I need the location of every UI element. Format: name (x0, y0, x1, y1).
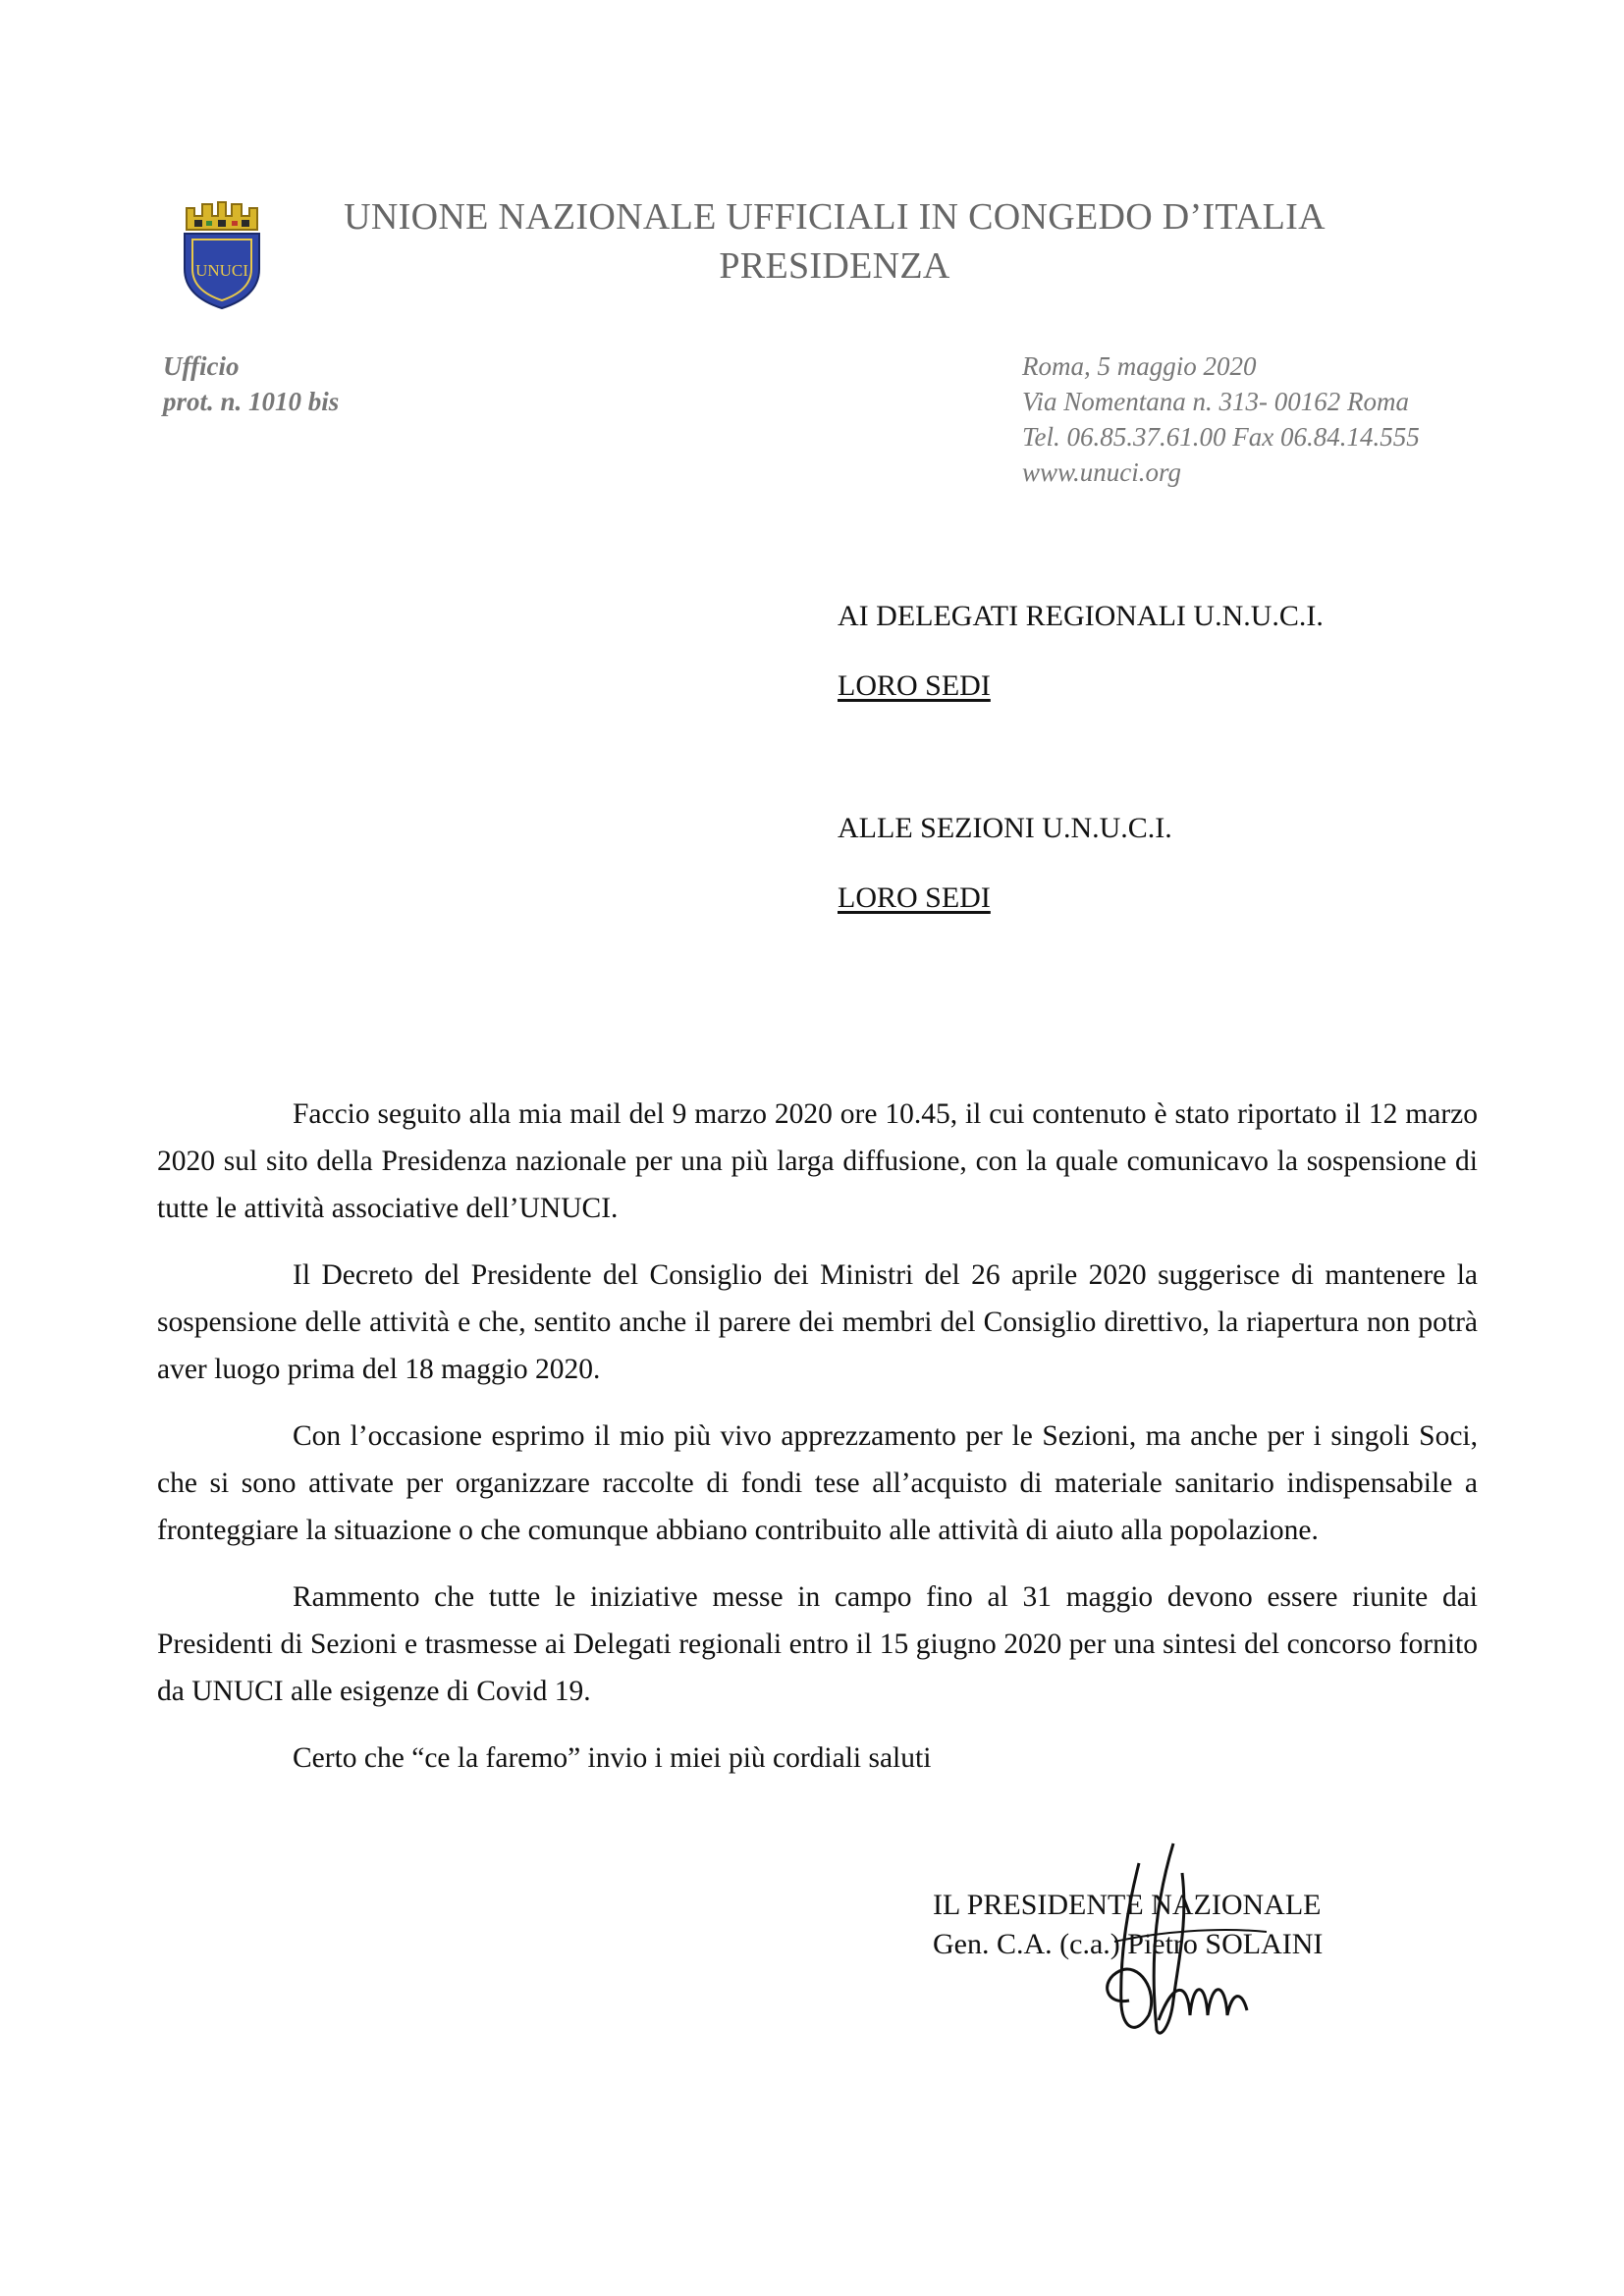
recipient-location: LORO SEDI (838, 881, 991, 914)
body-paragraph: Faccio seguito alla mia mail del 9 marzo 2020 ore 10.45, il cui contenuto è stato riportato il 12 marzo 2020 sul sito della Presidenza nazionale per una più larga diffusione, con la quale comunicavo la sospensione di tutte le attività associative dell’UNUCI. (157, 1098, 1478, 1224)
address: Via Nomentana n. 313- 00162 Roma (1022, 387, 1409, 416)
body-paragraph: Certo che “ce la faremo” invio i miei più cordiali saluti (293, 1742, 932, 1774)
handwritten-signature (1080, 1834, 1276, 2050)
body-paragraph: Il Decreto del Presidente del Consiglio dei Ministri del 26 aprile 2020 suggerisce di mantenere la sospensione delle attività e che, sentito anche il parere dei membri del Consiglio direttivo, la riapertura non potrà aver luogo prima del 18 maggio 2020. (157, 1259, 1478, 1385)
place-date: Roma, 5 maggio 2020 (1022, 351, 1257, 381)
body-paragraph: Con l’occasione esprimo il mio più vivo apprezzamento per le Sezioni, ma anche per i singoli Soci, che si sono attivate per organizzare raccolte di fondi tese all’acquisto di materiale sanitario indispensabile a fronteggiare la situazione o che comunque abbiano contribuito alle attività di aiuto alla popolazione. (157, 1420, 1478, 1546)
letterhead (295, 192, 1375, 291)
body-paragraph: Rammento che tutte le iniziative messe in campo fino al 31 maggio devono essere riunite dai Presidenti di Sezioni e trasmesse ai Delegati regionali entro il 15 giugno 2020 per una sintesi del concorso fornito da UNUCI alle esigenze di Covid 19. (157, 1581, 1478, 1707)
website: www.unuci.org (1022, 457, 1182, 487)
recipient-name: ALLE SEZIONI U.N.U.C.I. (838, 812, 1172, 844)
recipient-location: LORO SEDI (838, 669, 991, 702)
svg-text:UNUCI: UNUCI (195, 261, 248, 280)
department-name: PRESIDENZA (719, 245, 950, 287)
protocol-number: prot. n. 1010 bis (163, 387, 340, 416)
office-label: Ufficio (163, 351, 240, 381)
letter-body (157, 1091, 1478, 1801)
organization-name: UNIONE NAZIONALE UFFICIALI IN CONGEDO D’ITALIA (344, 196, 1326, 238)
office-info (163, 348, 339, 419)
phone-fax: Tel. 06.85.37.61.00 Fax 06.84.14.555 (1022, 422, 1420, 452)
signatory-name: Gen. C.A. (c.a.) Pietro SOLAINI (933, 1928, 1324, 1960)
contact-info (1022, 348, 1420, 490)
signatory-title: IL PRESIDENTE NAZIONALE (933, 1889, 1322, 1921)
unuci-logo (173, 194, 271, 310)
recipient-name: AI DELEGATI REGIONALI U.N.U.C.I. (838, 600, 1324, 632)
